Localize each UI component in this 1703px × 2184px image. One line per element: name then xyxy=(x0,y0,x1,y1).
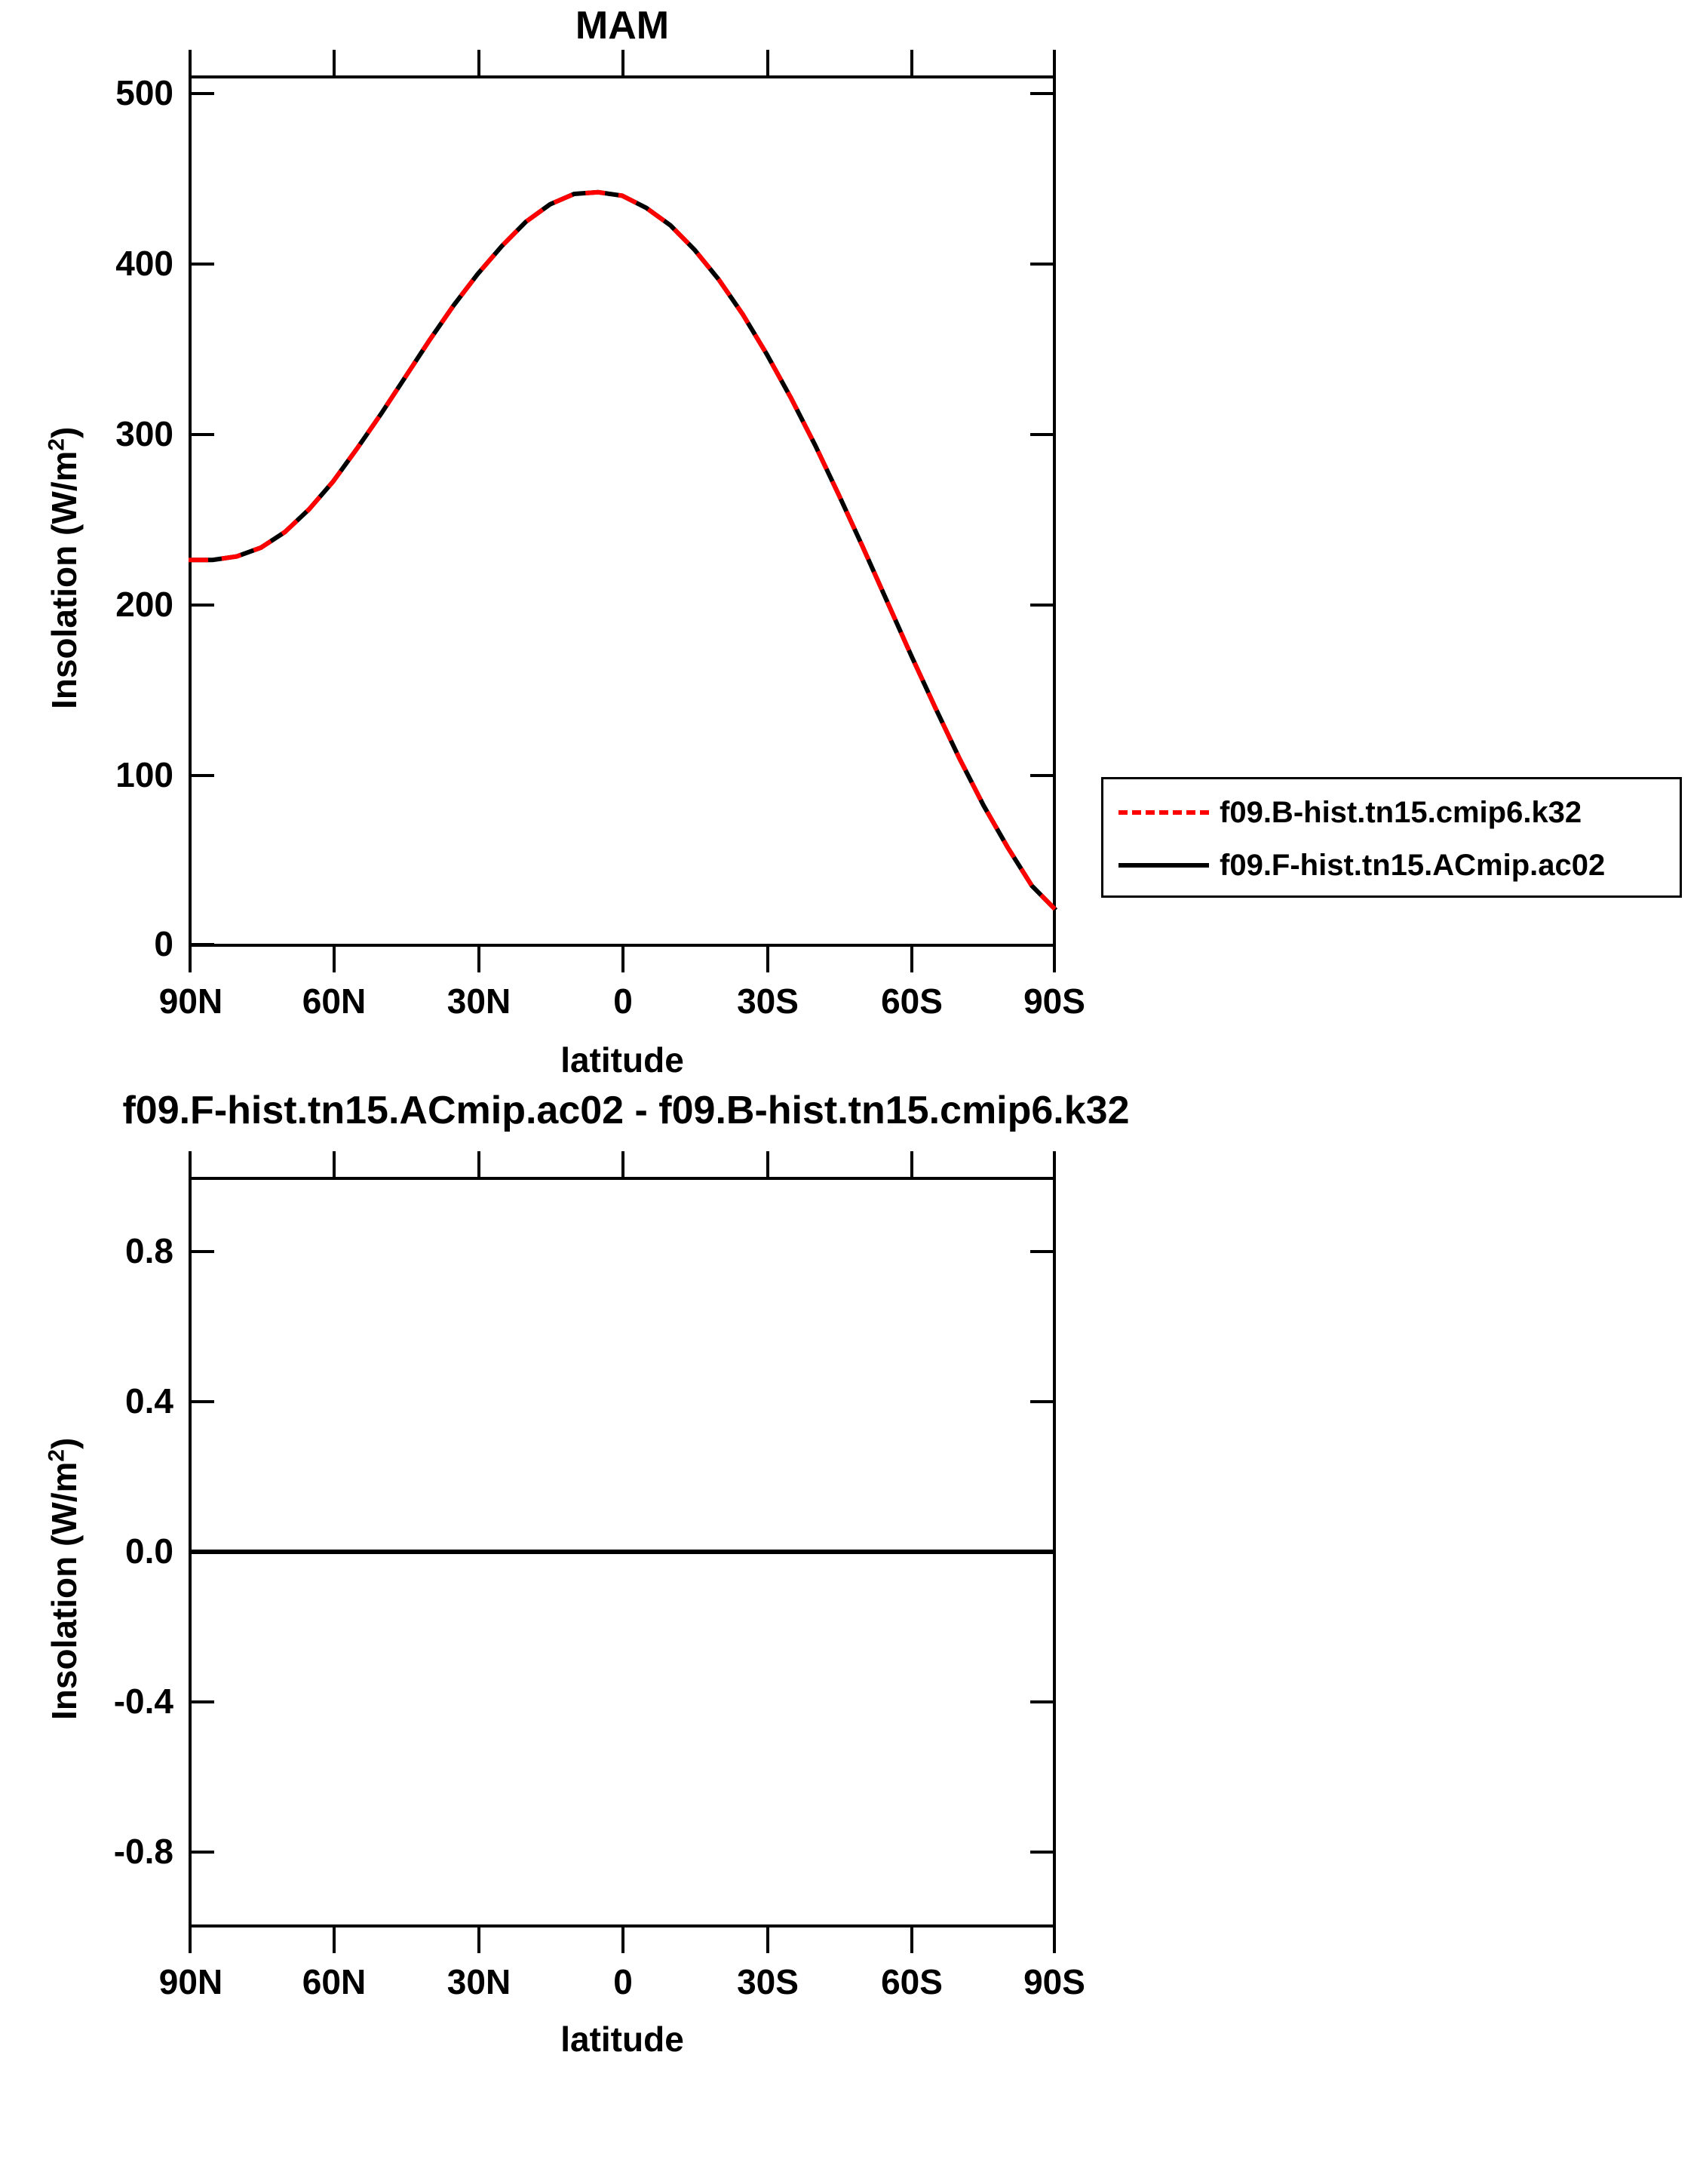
bottom-xtick-label-0: 0 xyxy=(613,1962,633,2001)
bottom-xtick-label-90N: 90N xyxy=(158,1962,223,2001)
top-xtick-topmark-0 xyxy=(621,50,624,75)
top-xtick-label-60S: 60S xyxy=(881,981,943,1021)
bottom-yaxis-title-sup: 2 xyxy=(44,1448,69,1462)
bottom-xtick-topmark-30N xyxy=(477,1151,480,1177)
bottom-xtick-mark-60S xyxy=(910,1928,913,1953)
bottom-xtick-topmark-60N xyxy=(333,1151,336,1177)
top-xtick-topmark-60N xyxy=(333,50,336,75)
bottom-xtick-mark-90S xyxy=(1053,1928,1056,1953)
difference-panel-title: f09.F-hist.tn15.ACmip.ac02 - f09.B-hist.tn15.cmip6.k32 xyxy=(122,1089,1130,1132)
bottom-xtick-topmark-90S xyxy=(1053,1151,1056,1177)
bottom-chart-panel xyxy=(0,1117,1703,2184)
top-chart-legend xyxy=(1101,777,1682,898)
top-xtick-mark-30S xyxy=(766,947,769,972)
bottom-xtick-label-30S: 30S xyxy=(737,1962,799,2001)
bottom-xtick-mark-30N xyxy=(477,1928,480,1953)
bottom-xtick-label-90S: 90S xyxy=(1023,1962,1085,2001)
top-xtick-topmark-60S xyxy=(910,50,913,75)
top-xtick-mark-60S xyxy=(910,947,913,972)
top-chart-curves xyxy=(189,75,1056,947)
bottom-yaxis-title xyxy=(44,1438,84,1720)
top-xtick-mark-90N xyxy=(189,947,192,972)
bottom-xtick-topmark-90N xyxy=(189,1151,192,1177)
top-ytick-label-400: 400 xyxy=(115,244,173,283)
top-xtick-label-0: 0 xyxy=(613,981,633,1021)
top-ytick-label-100: 100 xyxy=(115,755,173,794)
bottom-ytick-label-neg0.8: -0.8 xyxy=(113,1832,173,1871)
legend-swatch-dashed-red xyxy=(1118,810,1209,815)
bottom-yaxis-title-text: Insolation (W/m xyxy=(44,1461,84,1720)
top-xtick-label-60N: 60N xyxy=(302,981,367,1021)
top-yaxis-title-text: Insolation (W/m xyxy=(44,450,84,709)
legend-label-0: f09.B-hist.tn15.cmip6.k32 xyxy=(1220,795,1582,829)
bottom-yaxis-title-tail: ) xyxy=(44,1437,84,1449)
bottom-xtick-label-60N: 60N xyxy=(302,1962,367,2001)
top-xtick-label-30N: 30N xyxy=(446,981,511,1021)
bottom-xtick-topmark-60S xyxy=(910,1151,913,1177)
top-xtick-topmark-30S xyxy=(766,50,769,75)
top-chart-title: MAM xyxy=(575,4,670,48)
bottom-xtick-topmark-0 xyxy=(621,1151,624,1177)
bottom-xtick-mark-60N xyxy=(333,1928,336,1953)
top-xtick-label-90N: 90N xyxy=(158,981,223,1021)
top-xtick-mark-90S xyxy=(1053,947,1056,972)
bottom-xaxis-title: latitude xyxy=(560,2020,684,2059)
bottom-xtick-mark-0 xyxy=(621,1928,624,1953)
bottom-ytick-label-0.8: 0.8 xyxy=(125,1231,173,1270)
bottom-xtick-mark-90N xyxy=(189,1928,192,1953)
legend-item-1 xyxy=(1118,844,1605,886)
legend-swatch-solid-black xyxy=(1118,863,1209,868)
top-xtick-mark-60N xyxy=(333,947,336,972)
top-ytick-label-0: 0 xyxy=(154,924,173,963)
top-xtick-label-30S: 30S xyxy=(737,981,799,1021)
top-xtick-mark-30N xyxy=(477,947,480,972)
top-xtick-label-90S: 90S xyxy=(1023,981,1085,1021)
bottom-chart-curves xyxy=(189,1177,1056,1928)
top-ytick-label-500: 500 xyxy=(115,73,173,112)
bottom-ytick-label-0.0: 0.0 xyxy=(125,1531,173,1571)
top-xaxis-title: latitude xyxy=(560,1040,684,1080)
bottom-xtick-topmark-30S xyxy=(766,1151,769,1177)
bottom-ytick-label-neg0.4: -0.4 xyxy=(113,1682,173,1721)
legend-label-1: f09.F-hist.tn15.ACmip.ac02 xyxy=(1220,848,1606,882)
top-xtick-topmark-90N xyxy=(189,50,192,75)
top-xtick-topmark-30N xyxy=(477,50,480,75)
series-line-f09-B-hist xyxy=(189,192,1056,911)
top-xtick-mark-0 xyxy=(621,947,624,972)
bottom-xtick-label-60S: 60S xyxy=(881,1962,943,2001)
bottom-ytick-label-0.4: 0.4 xyxy=(125,1381,173,1421)
legend-item-0 xyxy=(1118,791,1582,834)
top-yaxis-title xyxy=(44,427,84,709)
top-ytick-label-300: 300 xyxy=(115,414,173,453)
top-yaxis-title-tail: ) xyxy=(44,426,84,438)
top-ytick-label-200: 200 xyxy=(115,585,173,624)
bottom-xtick-label-30N: 30N xyxy=(446,1962,511,2001)
bottom-xtick-mark-30S xyxy=(766,1928,769,1953)
top-yaxis-title-sup: 2 xyxy=(44,438,69,451)
top-xtick-topmark-90S xyxy=(1053,50,1056,75)
series-line-f09-F-hist xyxy=(189,192,1056,911)
